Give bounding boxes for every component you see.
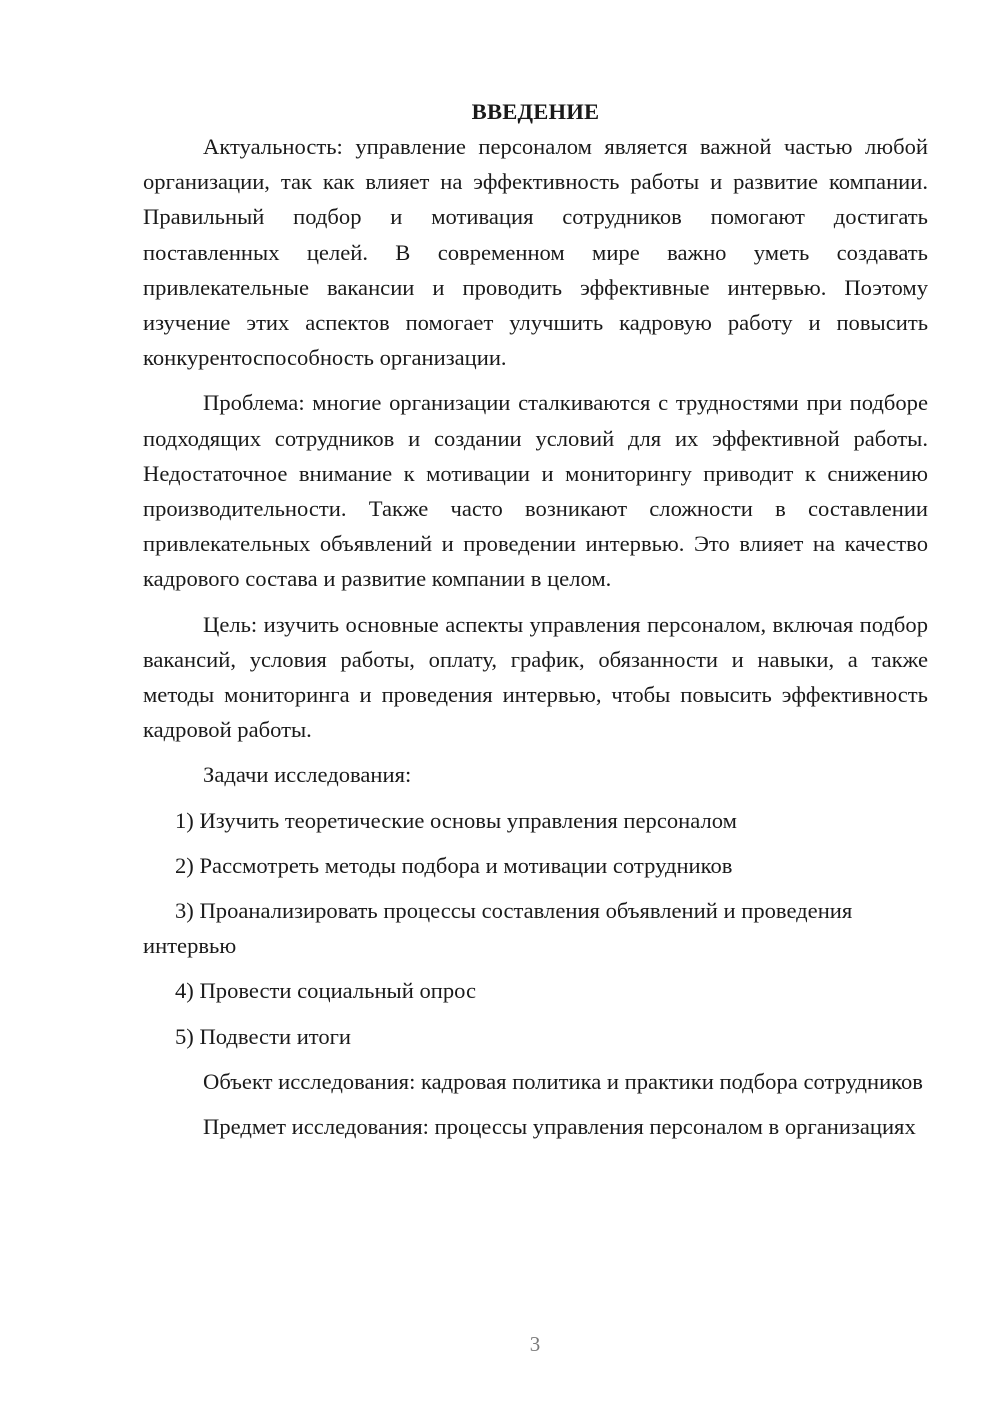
task-item: 1) Изучить теоретические основы управления персоналом xyxy=(175,807,737,833)
task-item: 4) Провести социальный опрос xyxy=(175,978,477,1004)
paragraph-problem: Проблема: многие организации сталкиваются с трудностями при подборе подходящих сотрудников и создании условий для их эффективной работы. Недостаточное внимание к мотивации и мониторингу приводит к снижению производительности. Также часто возникают сложности в составлении привлекательных объявлений и проведении интервью. Это влияет на качество кадрового состава и развитие компании в целом. xyxy=(143,390,928,592)
tasks-heading: Задачи исследования: xyxy=(203,762,412,788)
task-item: 5) Подвести итоги xyxy=(175,1023,352,1049)
paragraph-subject: Предмет исследования: процессы управления персоналом в организациях xyxy=(203,1114,916,1140)
paragraph-object: Объект исследования: кадровая политика и практики подбора сотрудников xyxy=(203,1068,923,1094)
task-item: 2) Рассмотреть методы подбора и мотивации сотрудников xyxy=(175,852,733,878)
paragraph-relevance: Актуальность: управление персоналом является важной частью любой организации, так как влияет на эффективность работы и развитие компании. Правильный подбор и мотивация сотрудников помогают достигать поставленных целей. В современном мире важно уметь создавать привлекательные вакансии и проводить эффективные интервью. Поэтому изучение этих аспектов помогает улучшить кадровую работу и повысить конкурентоспособность организации. xyxy=(143,134,928,371)
section-heading: ВВЕДЕНИЕ xyxy=(471,99,600,124)
page-number: 3 xyxy=(529,1332,541,1356)
page-body xyxy=(143,94,928,1154)
task-item: 3) Проанализировать процессы составления объявлений и проведения интервью xyxy=(143,898,853,959)
paragraph-goal: Цель: изучить основные аспекты управления персоналом, включая подбор вакансий, условия работы, оплату, график, обязанности и навыки, а также методы мониторинга и проведения интервью, чтобы повысить эффективность кадровой работы. xyxy=(143,611,928,743)
